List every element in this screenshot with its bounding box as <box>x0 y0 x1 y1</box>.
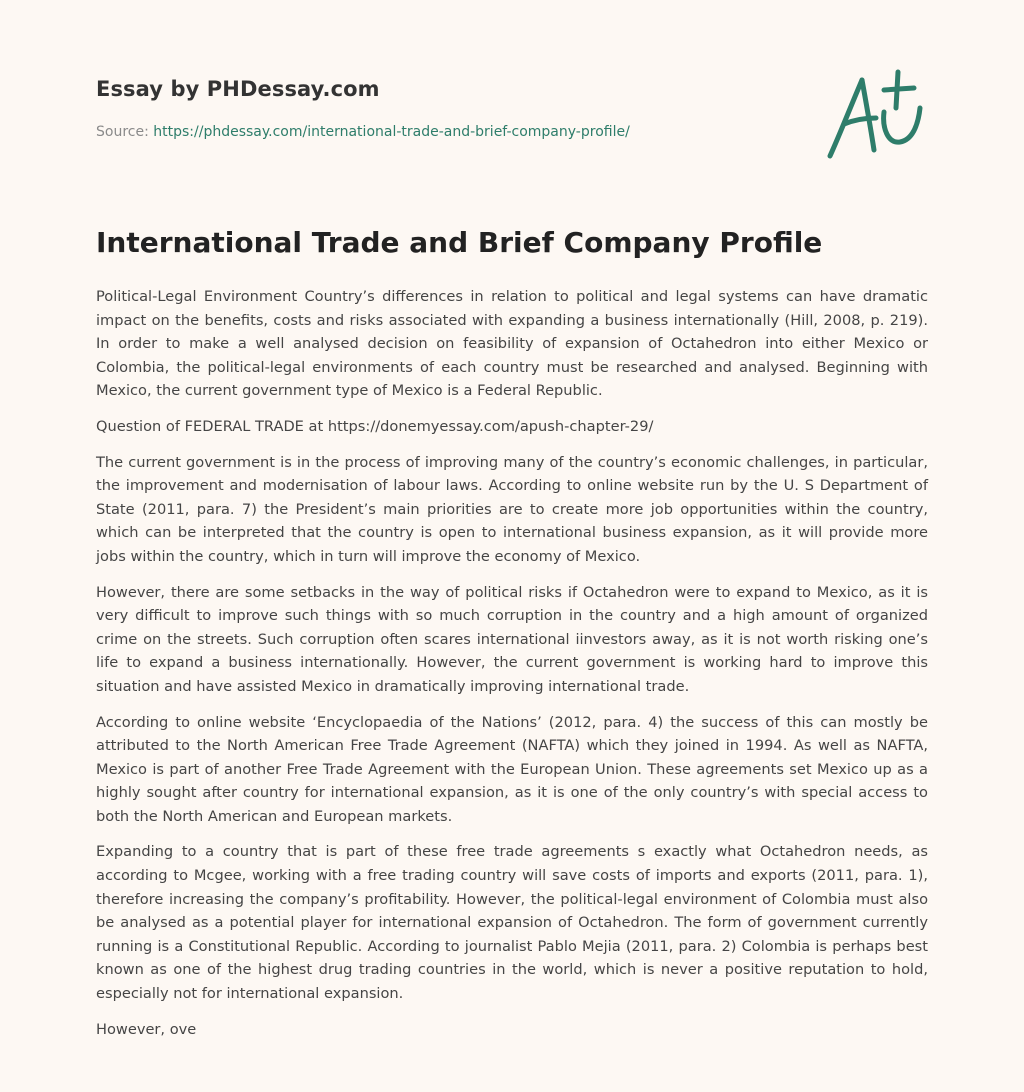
a-plus-logo-icon <box>826 68 930 164</box>
essay-paragraph: The current government is in the process of improving many of the country’s economic challenges, in particular, the improvement and modernisation of labour laws. According to online website run by the U. S Department of State (2011, para. 7) the President’s main priorities are to create more job opportunities within the country, which can be interpreted that the country is open to international business expansion, as it will provide more jobs within the country, which in turn will improve the economy of Mexico. <box>96 453 928 565</box>
site-title: Essay by PHDessay.com <box>96 77 380 101</box>
essay-paragraph: Political-Legal Environment Country’s differences in relation to political and legal systems can have dramatic impact on the benefits, costs and risks associated with expanding a business internationally (Hill, 2008, p. 219). In order to make a well analysed decision on feasibility of expansion of Octahedron into either Mexico or Colombia, the political-legal environments of each country must be researched and analysed. Beginning with Mexico, the current government type of Mexico is a Federal Republic. <box>96 288 928 400</box>
essay-paragraph: However, there are some setbacks in the way of political risks if Octahedron were to expand to Mexico, as it is very difficult to improve such things with so much corruption in the country and a high amount of organized crime on the streets. Such corruption often scares international iinvestors away, as it is not worth risking one’s life to expand a business internationally. However, the current government is working hard to improve this situation and have assisted Mexico in dramatically improving international trade. <box>96 583 928 695</box>
essay-paragraph: However, ove <box>96 1020 197 1038</box>
essay-body <box>96 285 928 1053</box>
source-line <box>96 124 630 140</box>
essay-paragraph: According to online website ‘Encyclopaedia of the Nations’ (2012, para. 4) the success of this can mostly be attributed to the North American Free Trade Agreement (NAFTA) which they joined in 1994. As well as NAFTA, Mexico is part of another Free Trade Agreement with the European Union. These agreements set Mexico up as a highly sought after country for international expansion, as it is one of the only country’s with special access to both the North American and European markets. <box>96 713 928 825</box>
essay-title: International Trade and Brief Company Profile <box>96 226 823 259</box>
essay-paragraph: Question of FEDERAL TRADE at https://donemyessay.com/apush-chapter-29/ <box>96 417 654 435</box>
essay-paragraph: Expanding to a country that is part of these free trade agreements s exactly what Octahedron needs, as according to Mcgee, working with a free trading country will save costs of imports and exports (2011, para. 1), therefore increasing the company’s profitability. However, the political-legal environment of Colombia must also be analysed as a potential player for international expansion of Octahedron. The form of government currently running is a Constitutional Republic. According to journalist Pablo Mejia (2011, para. 2) Colombia is perhaps best known as one of the highest drug trading countries in the world, which is never a positive reputation to hold, especially not for international expansion. <box>96 843 928 1003</box>
source-link[interactable]: https://phdessay.com/international-trade-and-brief-company-profile/ <box>153 124 630 140</box>
source-label: Source: <box>96 124 154 140</box>
